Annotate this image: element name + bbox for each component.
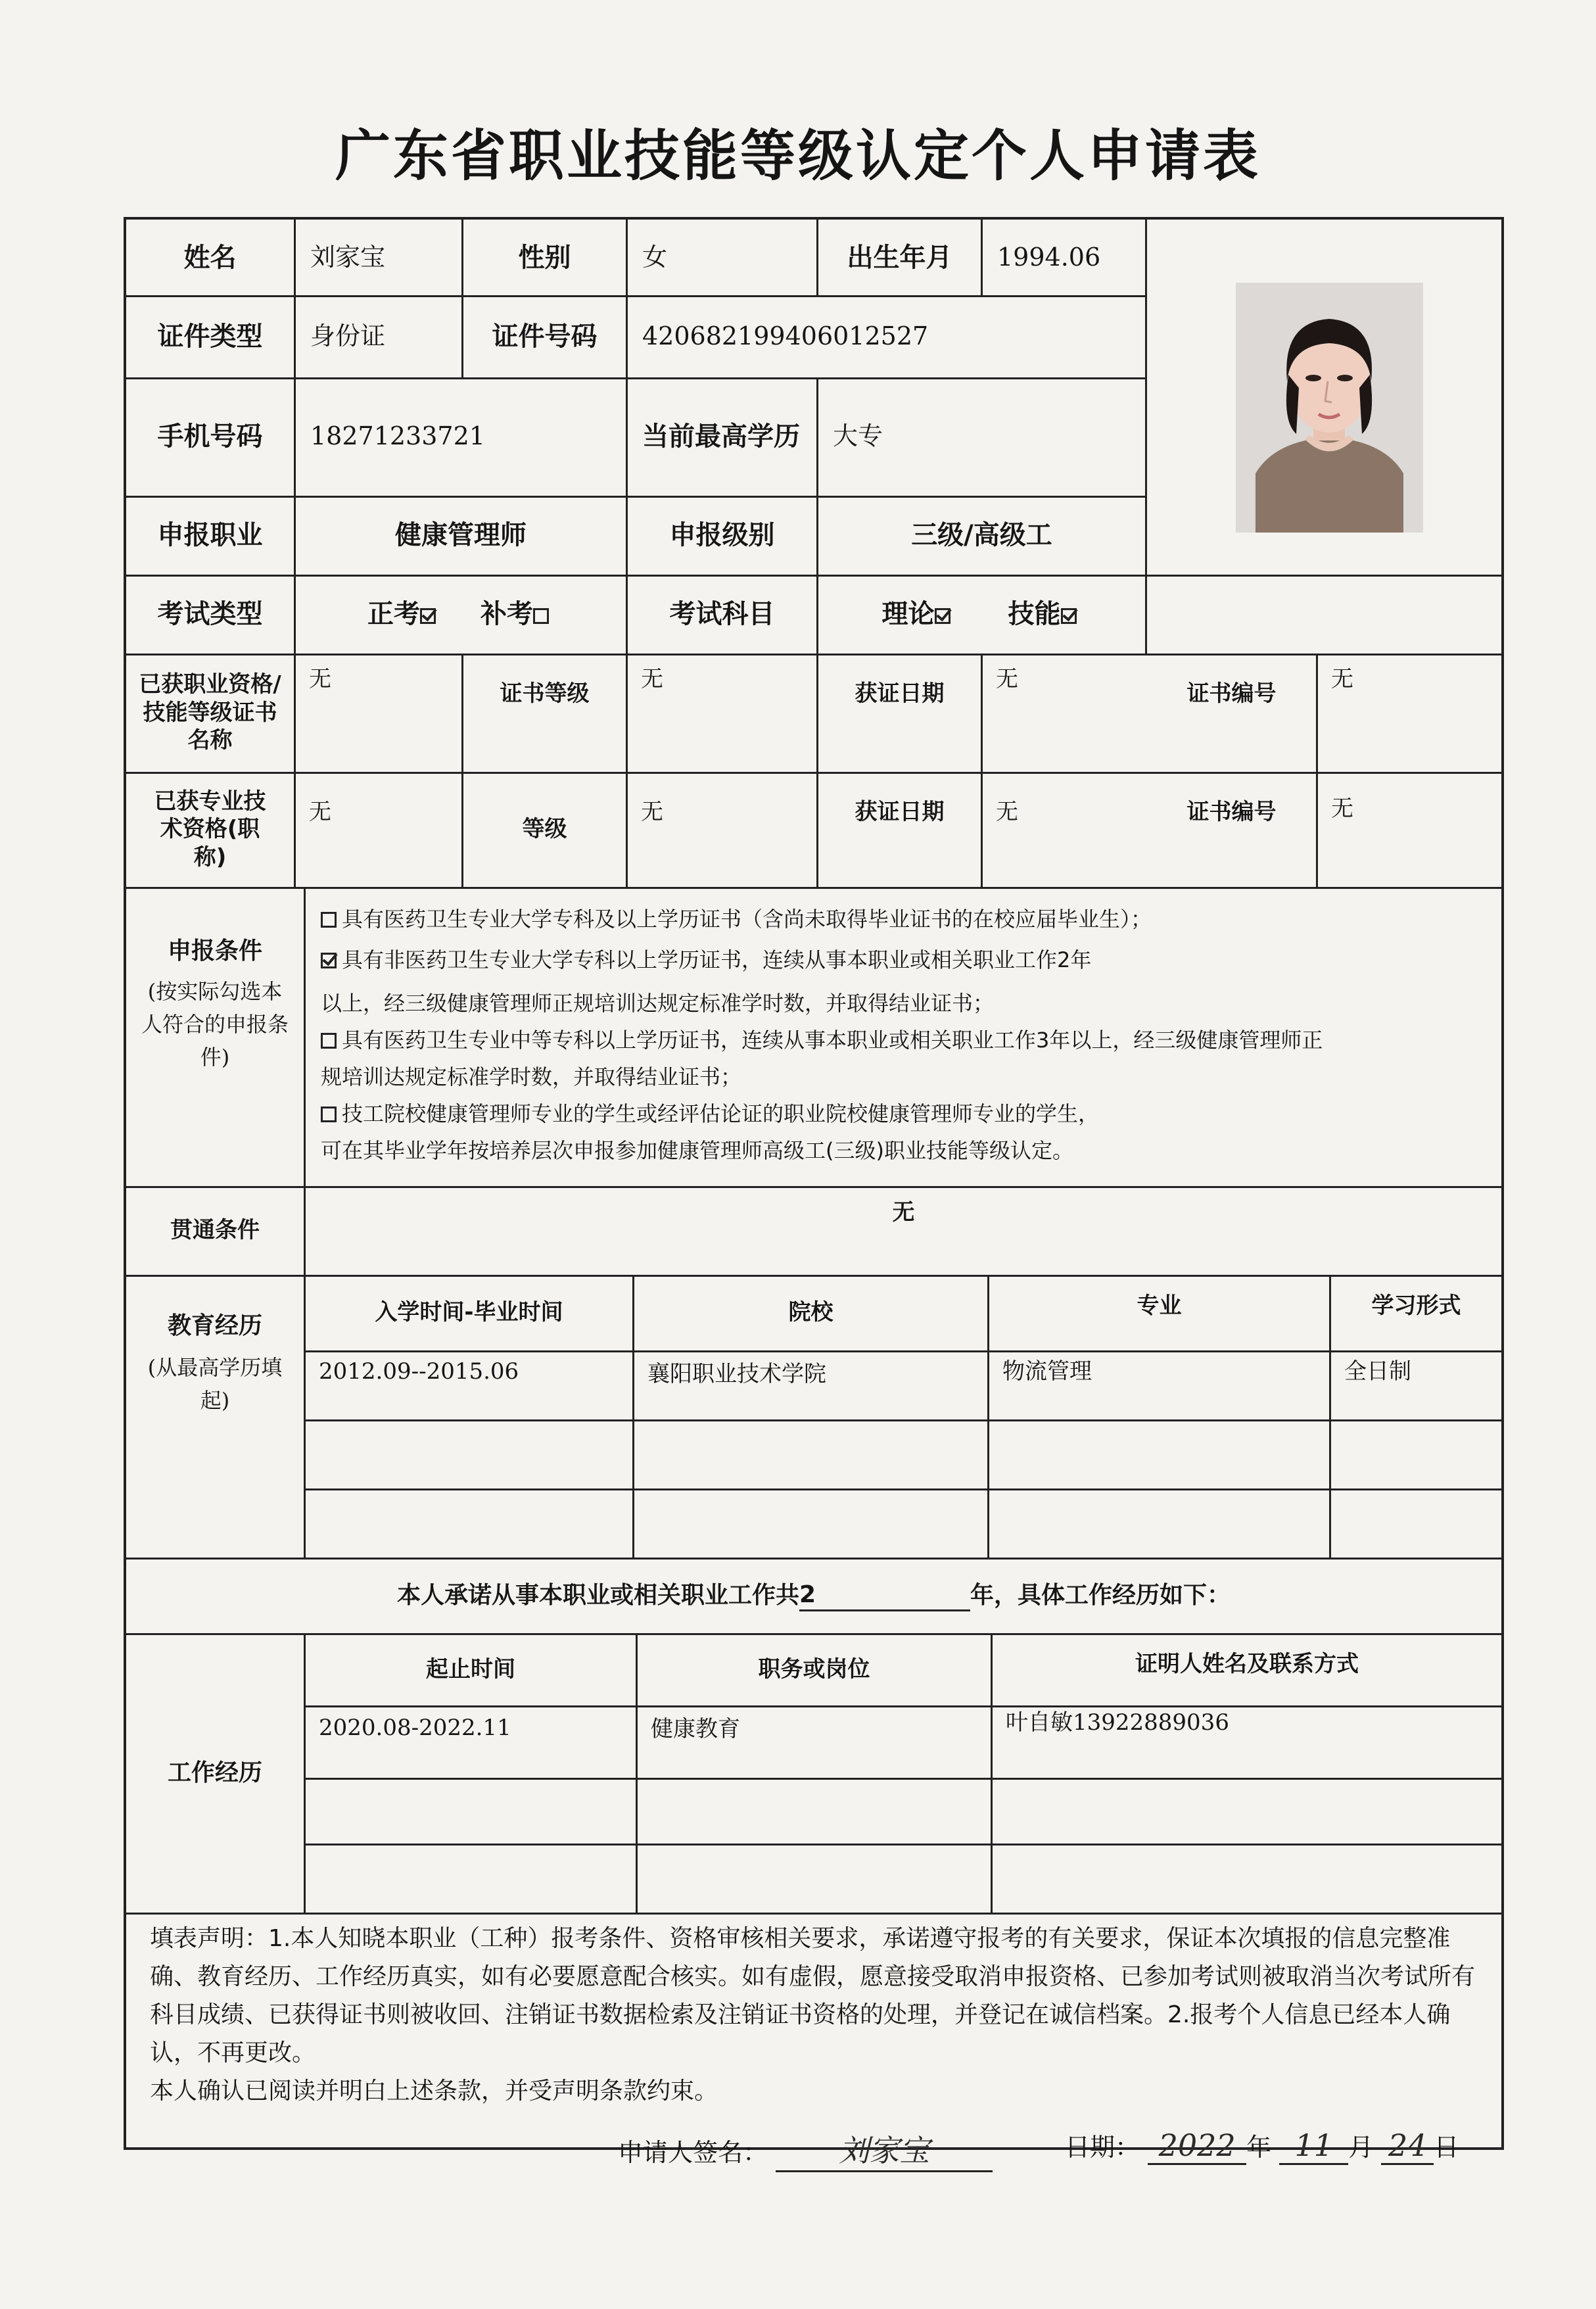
work-history-label: 工作经历 (167, 1759, 262, 1786)
date-block: 日期： 2022 年 11 月 24 日 (1065, 2127, 1459, 2165)
education-history-note: (从最高学历填起) (147, 1355, 283, 1413)
edu-row-mode: 全日制 (1344, 1358, 1411, 1385)
cert2-name: 无 (309, 799, 331, 825)
work-row-position: 健康教育 (651, 1716, 740, 1742)
cert1-no: 无 (1331, 666, 1353, 692)
education-history-label: 教育经历 (167, 1312, 262, 1339)
id-no-value: 420682199406012527 (642, 321, 929, 350)
date-label: 日期： (1065, 2133, 1140, 2162)
declaration (150, 1920, 1484, 2110)
cert1-date-label: 获证日期 (855, 680, 945, 707)
edu-header-major: 专业 (1137, 1293, 1182, 1320)
cert1-date: 无 (996, 666, 1018, 692)
subject-skill-option[interactable]: 技能 (1008, 598, 1082, 631)
cert1-no-label: 证书编号 (1186, 680, 1277, 707)
condition-checkbox[interactable] (321, 1033, 337, 1049)
condition-item: 技工院校健康管理师专业的学生或经评估论证的职业院校健康管理师专业的学生， (321, 1095, 1478, 1132)
through-label: 贯通条件 (170, 1217, 260, 1244)
occupation-label: 申报职业 (157, 520, 263, 550)
exam-type-options (296, 575, 626, 654)
condition-item: 具有医药卫生专业中等专科以上学历证书，连续从事本职业或相关职业工作3年以上，经三级健康管理师正 (321, 1022, 1478, 1059)
subject-options (818, 575, 1145, 654)
cert1-name: 无 (309, 666, 331, 692)
id-type-label: 证件类型 (157, 321, 263, 352)
phone-label: 手机号码 (157, 421, 263, 452)
id-no-label: 证件号码 (492, 321, 598, 352)
level-label: 申报级别 (669, 520, 775, 550)
condition-checkbox[interactable] (321, 953, 337, 968)
work-header-reference: 证明人姓名及联系方式 (1135, 1651, 1359, 1678)
exam-normal-checkbox[interactable] (420, 608, 436, 624)
applicant-photo (1236, 283, 1423, 533)
cert1-label: 已获职业资格/技能等级证书名称 (139, 671, 281, 754)
condition-item-cont: 可在其毕业学年按培养层次申报参加健康管理师高级工(三级)职业技能等级认定。 (321, 1138, 1073, 1163)
conditions-list (321, 901, 1478, 1169)
cert2-grade-label: 等级 (522, 816, 567, 843)
cert2-date-label: 获证日期 (855, 799, 945, 825)
condition-item-cont: 以上，经三级健康管理师正规培训达规定标准学时数，并取得结业证书； (321, 991, 995, 1016)
name-label: 姓名 (183, 242, 237, 273)
gender-value: 女 (642, 242, 668, 272)
gender-label: 性别 (518, 242, 571, 273)
declaration-text: 填表声明：1.本人知晓本职业（工种）报考条件、资格审核相关要求，承诺遵守报考的有关要求，保证本次填报的信息完整准确、教育经历、工作经历真实，如有必要愿意配合核实。如有虚假，愿意接受取消申报资格、已参加考试则被取消当次考试所有科目成绩、已获得证书则被收回、注销证书数据检索及注销证书资格的处理，并登记在诚信档案。2.报考个人信息已经本人确认，不再更改。 (150, 1925, 1476, 2066)
exam-makeup-checkbox[interactable] (533, 608, 549, 624)
phone-value: 18271233721 (310, 421, 485, 451)
education-label: 当前最高学历 (642, 421, 800, 452)
date-month[interactable]: 11 (1279, 2128, 1348, 2165)
education-label-block (139, 1311, 291, 1488)
condition-checkbox[interactable] (321, 912, 337, 928)
level-value: 三级/高级工 (911, 520, 1052, 550)
conditions-label-block (139, 936, 291, 1147)
condition-item: 具有非医药卫生专业大学专科以上学历证书，连续从事本职业或相关职业工作2年 (321, 941, 1478, 978)
signature-block (618, 2127, 993, 2172)
condition-item: 具有医药卫生专业大学专科及以上学历证书（含尚未取得毕业证书的在校应届毕业生）； (321, 901, 1478, 938)
work-years: 2 (799, 1580, 970, 1611)
portrait-image (1236, 283, 1423, 533)
conditions-label: 申报条件 (167, 938, 262, 964)
edu-header-mode: 学习形式 (1371, 1293, 1461, 1320)
edu-row-period: 2012.09--2015.06 (319, 1358, 519, 1385)
edu-row-major: 物流管理 (1002, 1358, 1092, 1385)
edu-row-school: 襄阳职业技术学院 (647, 1361, 826, 1387)
through-value: 无 (892, 1199, 915, 1226)
applicant-signature[interactable]: 刘家宝 (776, 2127, 993, 2172)
condition-checkbox[interactable] (321, 1107, 337, 1122)
subject-theory-option[interactable]: 理论 (882, 598, 956, 631)
declaration-confirm: 本人确认已阅读并明白上述条款，并受声明条款约束。 (150, 2078, 718, 2105)
signature-label: 申请人签名： (618, 2138, 768, 2167)
name-value: 刘家宝 (310, 242, 386, 272)
cert2-no: 无 (1331, 796, 1353, 822)
work-promise: 本人承诺从事本职业或相关职业工作共 2 年，具体工作经历如下： (126, 1558, 1501, 1633)
edu-header-period: 入学时间-毕业时间 (375, 1299, 563, 1326)
cert2-date: 无 (996, 799, 1018, 825)
work-row-reference: 叶自敏13922889036 (1006, 1709, 1229, 1736)
subject-skill-checkbox[interactable] (1061, 608, 1077, 624)
cert1-grade-label: 证书等级 (500, 680, 590, 707)
cert2-label: 已获专业技术资格(职称) (154, 788, 266, 870)
subject-label: 考试科目 (669, 599, 775, 629)
id-type-value: 身份证 (310, 321, 386, 350)
cert2-grade: 无 (641, 799, 663, 825)
date-day[interactable]: 24 (1381, 2128, 1434, 2165)
birth-value: 1994.06 (997, 242, 1101, 272)
conditions-note: (按实际勾选本人符合的申报条件) (141, 979, 289, 1070)
education-value: 大专 (833, 421, 883, 451)
date-year[interactable]: 2022 (1148, 2128, 1246, 2165)
work-row-period: 2020.08-2022.11 (319, 1715, 511, 1741)
occupation-value: 健康管理师 (395, 520, 527, 550)
exam-normal-option[interactable]: 正考 (367, 598, 441, 631)
work-header-period: 起止时间 (426, 1655, 515, 1682)
cert1-grade: 无 (641, 666, 663, 692)
form-title: 广东省职业技能等级认定个人申请表 (335, 124, 1261, 188)
exam-type-label: 考试类型 (157, 599, 263, 629)
cert2-no-label: 证书编号 (1186, 799, 1277, 825)
exam-makeup-option[interactable]: 补考 (481, 598, 554, 631)
edu-header-school: 院校 (788, 1299, 833, 1326)
condition-item-cont: 规培训达规定标准学时数，并取得结业证书； (321, 1064, 742, 1089)
birth-label: 出生年月 (847, 242, 952, 273)
work-header-position: 职务或岗位 (758, 1655, 870, 1682)
subject-theory-checkbox[interactable] (935, 608, 951, 624)
